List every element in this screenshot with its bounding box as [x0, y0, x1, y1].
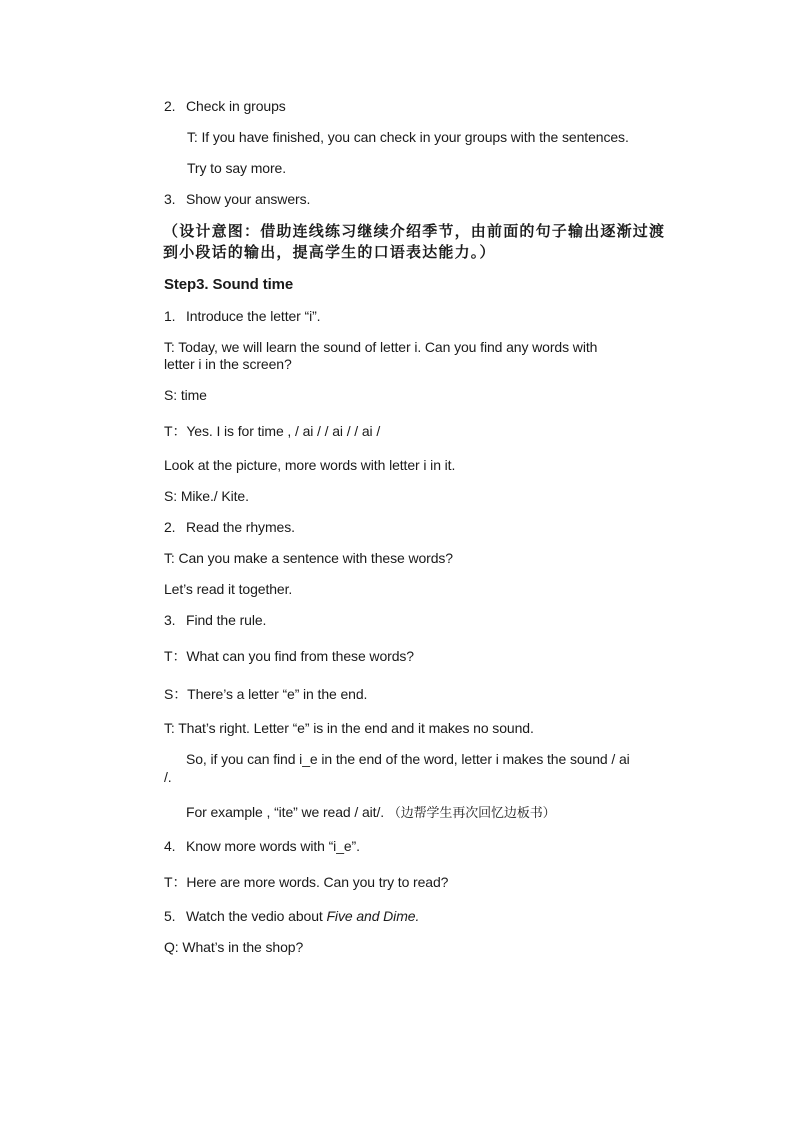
teacher-line-so-b: /. [164, 769, 172, 785]
step3-heading: Step3. Sound time [164, 276, 294, 293]
list-number: 3. [164, 612, 176, 628]
teacher-line-so-a: So, if you can find i_e in the end of the word, letter i makes the sound / ai [186, 751, 630, 767]
teacher-line-today-a: T: Today, we will learn the sound of letter i. Can you find any words with [164, 339, 598, 355]
teacher-line-right: T: That’s right. Letter “e” is in the end and it makes no sound. [164, 720, 534, 736]
list-number: 4. [164, 838, 176, 854]
instruction-line-lets-read: Let’s read it together. [164, 581, 293, 597]
list-item-show-answers [164, 190, 310, 208]
list-text: Check in groups [186, 98, 286, 114]
list-number: 1. [164, 308, 176, 324]
list-number: 5. [164, 908, 176, 924]
teacher-line-try: Try to say more. [187, 160, 287, 176]
teacher-line-here: T：Here are more words. Can you try to read? [164, 874, 449, 890]
list-number: 3. [164, 191, 176, 207]
example-note: （边帮学生再次回忆边板书） [387, 806, 556, 821]
teacher-line-check: T: If you have finished, you can check in your groups with the sentences. [187, 129, 629, 145]
design-intent-line-1: （设计意图：借助连线练习继续介绍季节，由前面的句子输出逐渐过渡 [163, 222, 666, 240]
video-title: Five and Dime. [326, 908, 420, 924]
teacher-line-make: T: Can you make a sentence with these words? [164, 550, 453, 566]
student-line-there: S：There’s a letter “e” in the end. [164, 686, 368, 702]
teacher-line-yes: T：Yes. I is for time , / ai / / ai / / ai / [164, 423, 381, 439]
list-number: 2. [164, 98, 176, 114]
list-text: Watch the vedio about [186, 908, 327, 924]
teacher-line-example [186, 803, 556, 823]
list-item-read-rhymes [164, 518, 295, 536]
list-text: Find the rule. [186, 612, 267, 628]
list-text: Show your answers. [186, 191, 311, 207]
list-item-check-in-groups [164, 97, 286, 115]
example-text: For example , “ite” we read / ait/. [186, 804, 385, 820]
design-intent-line-2: 到小段话的输出，提高学生的口语表达能力。） [163, 243, 496, 261]
list-number: 2. [164, 519, 176, 535]
teacher-line-what: T：What can you find from these words? [164, 648, 414, 664]
list-item-introduce-letter [164, 307, 320, 325]
instruction-line-look: Look at the picture, more words with letter i in it. [164, 457, 456, 473]
question-line-shop: Q: What’s in the shop? [164, 939, 304, 955]
list-text: Introduce the letter “i”. [186, 308, 321, 324]
student-line-mike: S: Mike./ Kite. [164, 488, 249, 504]
list-text: Know more words with “i_e”. [186, 838, 360, 854]
teacher-line-today-b: letter i in the screen? [164, 356, 292, 372]
student-line-time: S: time [164, 387, 207, 403]
list-item-know-more [164, 837, 360, 855]
list-item-find-rule [164, 611, 266, 629]
list-text: Read the rhymes. [186, 519, 295, 535]
list-item-watch-video [164, 907, 419, 925]
